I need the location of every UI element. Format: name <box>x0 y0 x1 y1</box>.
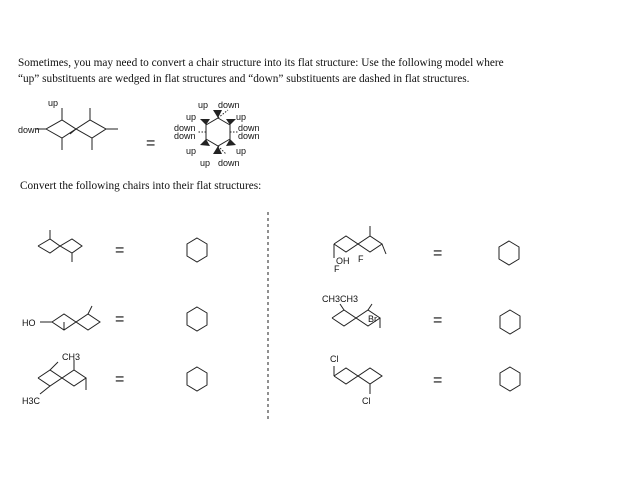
problem-3-chair <box>38 360 86 394</box>
problem-4-f-label-2: F <box>334 264 340 274</box>
model-flat-bottom-up: up <box>200 158 211 168</box>
answer-hexagon-1 <box>187 238 207 262</box>
equals-6: = <box>433 372 443 389</box>
intro-line-2: “up” substituents are wedged in flat structures and “down” substituents are dashed in flat structures. <box>18 73 470 85</box>
equals-1: = <box>115 242 125 259</box>
problem-4-f-label-1: F <box>358 254 364 264</box>
answer-hexagon-4 <box>499 241 519 265</box>
intro-line-1: Sometimes, you may need to convert a chair structure into its flat structure: Use the following model where <box>18 57 504 69</box>
problem-6-cl-label-1: Cl <box>330 354 339 364</box>
problem-6-cl-label-2: Cl <box>362 396 371 406</box>
model-flat-top-up: up <box>198 100 209 110</box>
model-chair-up-label: up <box>48 98 59 108</box>
answer-hexagon-6 <box>500 367 520 391</box>
model-flat-left-down-2: down <box>174 131 196 141</box>
model-chair-down-label: down <box>18 125 40 135</box>
model-equals: = <box>146 135 156 152</box>
model-flat-left-down-1: down <box>174 123 196 133</box>
equals-4: = <box>433 245 443 262</box>
answer-hexagon-3 <box>187 367 207 391</box>
model-flat-upper-left-up: up <box>186 112 197 122</box>
model-chair <box>36 108 118 150</box>
model-flat-top-down: down <box>218 100 240 110</box>
model-flat-upper-right-up: up <box>236 112 247 122</box>
model-flat-hexagon <box>198 110 238 154</box>
problem-3-h3c-label: H3C <box>22 396 41 406</box>
problem-3-ch3-label: CH3 <box>62 352 81 362</box>
answer-hexagon-5 <box>500 310 520 334</box>
equals-2: = <box>115 311 125 328</box>
problem-5-ch3ch3-label: CH3CH3 <box>322 294 359 304</box>
model-flat-right-down-1: down <box>238 123 260 133</box>
model-flat-lower-right-up: up <box>236 146 247 156</box>
equals-3: = <box>115 371 125 388</box>
problem-2-ho-label: HO <box>22 318 36 328</box>
problem-4-oh-label: OH <box>336 256 350 266</box>
problem-1-chair <box>38 230 82 262</box>
answer-hexagon-2 <box>187 307 207 331</box>
problem-2-chair <box>40 306 100 330</box>
instruction-text: Convert the following chairs into their flat structures: <box>20 180 262 192</box>
model-flat-bottom-down: down <box>218 158 240 168</box>
model-flat-lower-left-up: up <box>186 146 197 156</box>
equals-5: = <box>433 312 443 329</box>
problem-5-br-label: Br <box>368 314 377 324</box>
problem-6-chair <box>334 366 382 394</box>
model-flat-right-down-2: down <box>238 131 260 141</box>
